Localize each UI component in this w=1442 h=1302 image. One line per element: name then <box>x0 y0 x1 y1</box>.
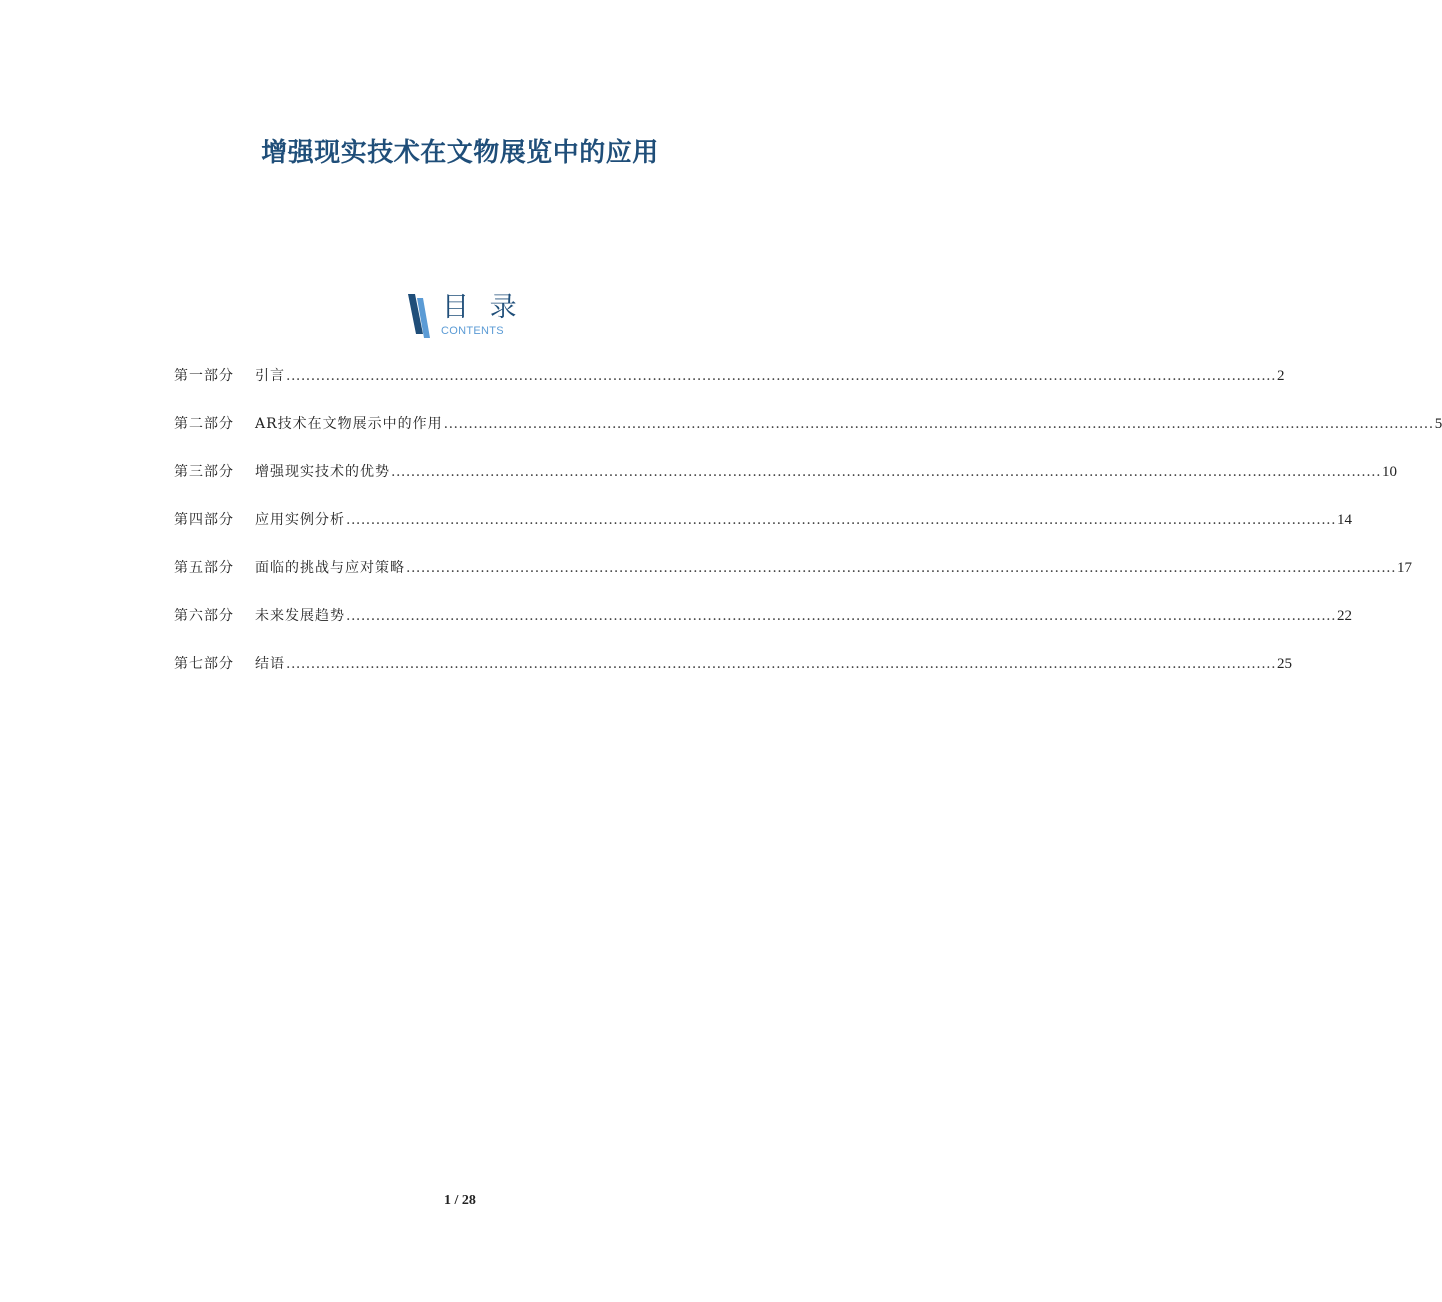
toc-entry-title: 应用实例分析 <box>255 512 345 528</box>
toc-dot-leader: ........................................................................................................................................................................................................ <box>346 512 1337 528</box>
toc-page-number: 14 <box>1337 512 1353 528</box>
toc-entry-title: 未来发展趋势 <box>255 608 345 624</box>
toc-entry[interactable] <box>174 652 1293 700</box>
toc-entry[interactable] <box>174 508 1353 556</box>
toc-page-number: 10 <box>1382 464 1398 480</box>
toc-header <box>406 294 526 340</box>
toc-dot-leader: ........................................................................................................................................................................................................ <box>406 560 1397 576</box>
toc-entry-title: 结语 <box>255 656 285 672</box>
toc-page-number: 22 <box>1337 608 1353 624</box>
toc-entry[interactable] <box>174 556 1413 604</box>
toc-entry-title: 面临的挑战与应对策略 <box>255 560 405 576</box>
document-title: 增强现实技术在文物展览中的应用 <box>261 138 659 169</box>
toc-entry-title: AR技术在文物展示中的作用 <box>255 416 443 432</box>
toc-dot-leader: ........................................................................................................................................................................................................ <box>443 416 1434 432</box>
toc-part-label: 第六部分 <box>174 608 234 624</box>
toc-page-number: 5 <box>1434 416 1442 432</box>
toc-part-label: 第一部分 <box>174 368 234 384</box>
toc-part-label: 第七部分 <box>174 656 234 672</box>
blue-slash-bars-icon <box>406 294 430 338</box>
toc-heading: 目 录 <box>442 292 523 323</box>
toc-page-number: 2 <box>1277 368 1285 384</box>
toc-entry-title: 引言 <box>255 368 285 384</box>
toc-part-label: 第五部分 <box>174 560 234 576</box>
toc-dot-leader: ........................................................................................................................................................................................................ <box>391 464 1382 480</box>
toc-entry[interactable] <box>174 364 1285 412</box>
toc-entry[interactable] <box>174 460 1398 508</box>
toc-subheading: CONTENTS <box>441 325 504 337</box>
toc-part-label: 第三部分 <box>174 464 234 480</box>
toc-part-label: 第四部分 <box>174 512 234 528</box>
page-number-footer: 1 / 28 <box>444 1193 476 1208</box>
toc-entry[interactable] <box>174 604 1353 652</box>
toc-page-number: 17 <box>1397 560 1413 576</box>
toc-dot-leader: ........................................................................................................................................................................................................ <box>286 368 1277 384</box>
toc-part-label: 第二部分 <box>174 416 234 432</box>
toc-dot-leader: ........................................................................................................................................................................................................ <box>286 656 1277 672</box>
toc-page-number: 25 <box>1277 656 1293 672</box>
toc-list <box>174 364 1442 700</box>
toc-entry[interactable] <box>174 412 1442 460</box>
toc-dot-leader: ........................................................................................................................................................................................................ <box>346 608 1337 624</box>
toc-entry-title: 增强现实技术的优势 <box>255 464 390 480</box>
